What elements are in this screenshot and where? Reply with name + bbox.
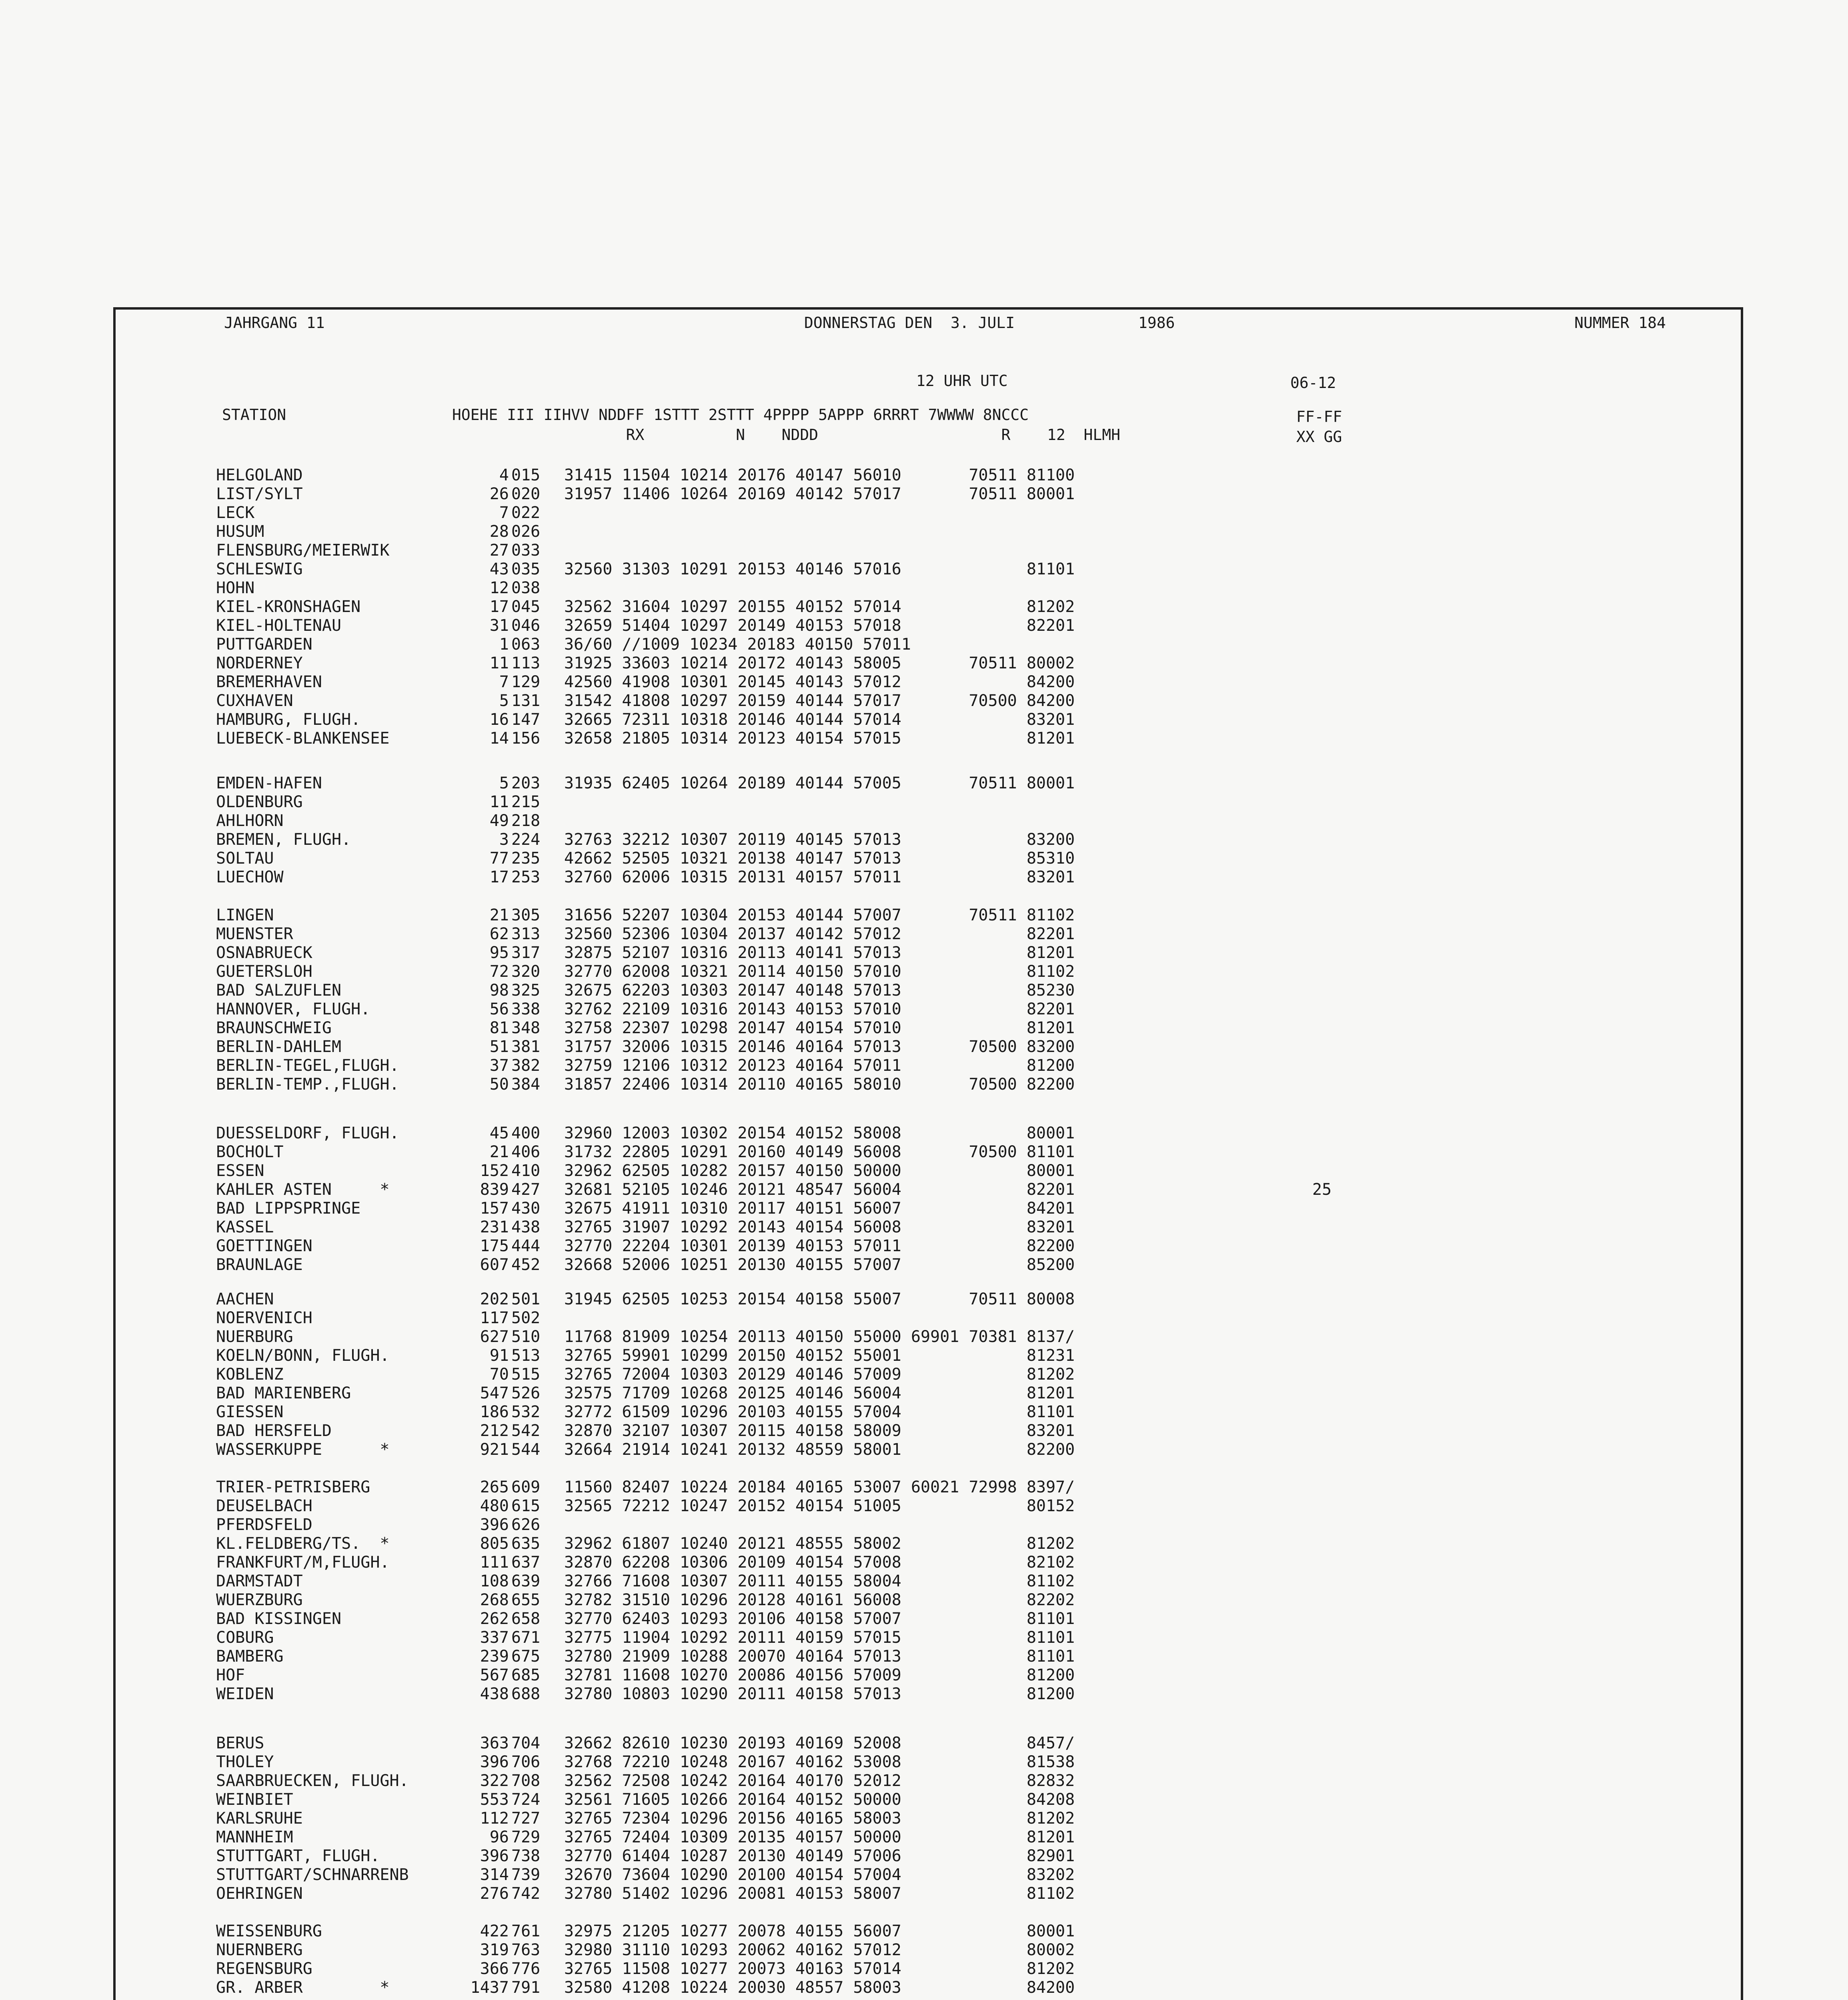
station-elevation: 95 — [489, 944, 509, 962]
station-name: SCHLESWIG — [216, 560, 303, 578]
station-elevation: 186 — [480, 1403, 509, 1421]
station-name: BERLIN-TEMP.,FLUGH. — [216, 1075, 399, 1094]
station-elevation: 438 — [480, 1685, 509, 1703]
station-number: 045 — [511, 598, 541, 616]
year-label: 1986 — [1138, 314, 1175, 332]
station-name: THOLEY — [216, 1753, 274, 1771]
station-number: 348 — [511, 1019, 541, 1037]
station-number: 427 — [511, 1180, 541, 1199]
station-name: BAD HERSFELD — [216, 1422, 332, 1440]
station-name: BAD SALZUFLEN — [216, 981, 342, 1000]
station-number: 635 — [511, 1534, 541, 1553]
observation-groups: 32975 21205 10277 20078 40155 56007 80001 — [564, 1922, 1075, 1940]
observation-groups: 32759 12106 10312 20123 40164 57011 81200 — [564, 1056, 1075, 1075]
station-name: DARMSTADT — [216, 1572, 303, 1590]
observation-groups: 31925 33603 10214 20172 40143 58005 70511 80002 — [564, 654, 1075, 672]
observation-groups: 32772 61509 10296 20103 40155 57004 81101 — [564, 1403, 1075, 1421]
station-name: KL.FELDBERG/TS. * — [216, 1534, 390, 1553]
station-number: 022 — [511, 504, 541, 522]
observation-groups: 32762 22109 10316 20143 40153 57010 82201 — [564, 1000, 1075, 1018]
station-name: NORDERNEY — [216, 654, 303, 672]
observation-groups: 32560 52306 10304 20137 40142 57012 82201 — [564, 925, 1075, 943]
observation-groups: 32781 11608 10270 20086 40156 57009 81200 — [564, 1666, 1075, 1684]
station-name: KOBLENZ — [216, 1365, 284, 1384]
station-number: 406 — [511, 1143, 541, 1161]
station-elevation: 3 — [499, 830, 509, 849]
station-name: MANNHEIM — [216, 1828, 293, 1846]
column-header-line1: HOEHE III IIHVV NDDFF 1STTT 2STTT 4PPPP 5APPP 6RRRT 7WWWW 8NCCC — [452, 406, 1029, 424]
station-name: OEHRINGEN — [216, 1884, 303, 1903]
station-name: BAMBERG — [216, 1647, 284, 1666]
station-elevation: 49 — [489, 812, 509, 830]
station-number: 706 — [511, 1753, 541, 1771]
observation-groups: 32765 11508 10277 20073 40163 57014 81202 — [564, 1960, 1075, 1978]
station-number: 384 — [511, 1075, 541, 1094]
station-number: 430 — [511, 1199, 541, 1218]
station-elevation: 319 — [480, 1941, 509, 1959]
observation-groups: 32580 41208 10224 20030 48557 58003 84200 — [564, 1978, 1075, 1997]
station-name: EMDEN-HAFEN — [216, 774, 322, 792]
station-number: 761 — [511, 1922, 541, 1940]
station-name: CUXHAVEN — [216, 692, 293, 710]
station-number: 400 — [511, 1124, 541, 1142]
station-name: HELGOLAND — [216, 466, 303, 484]
station-elevation: 547 — [480, 1384, 509, 1402]
station-elevation: 265 — [480, 1478, 509, 1496]
station-name: MUENSTER — [216, 925, 293, 943]
station-elevation: 627 — [480, 1328, 509, 1346]
station-name: BREMEN, FLUGH. — [216, 830, 351, 849]
station-number: 218 — [511, 812, 541, 830]
observation-groups: 32668 52006 10251 20130 40155 57007 85200 — [564, 1256, 1075, 1274]
station-elevation: 17 — [489, 598, 509, 616]
station-number: 637 — [511, 1553, 541, 1572]
station-name: TRIER-PETRISBERG — [216, 1478, 370, 1496]
station-number: 688 — [511, 1685, 541, 1703]
station-name: WASSERKUPPE * — [216, 1440, 390, 1459]
station-name: AACHEN — [216, 1290, 274, 1308]
station-name: GR. ARBER * — [216, 1978, 390, 1997]
station-name: OLDENBURG — [216, 793, 303, 811]
volume-label: JAHRGANG 11 — [224, 314, 325, 332]
station-elevation: 117 — [480, 1309, 509, 1327]
station-number: 147 — [511, 710, 541, 729]
station-elevation: 70 — [489, 1365, 509, 1384]
station-number: 020 — [511, 485, 541, 503]
station-name: LECK — [216, 504, 255, 522]
station-number: 639 — [511, 1572, 541, 1590]
station-name: DUESSELDORF, FLUGH. — [216, 1124, 399, 1142]
station-number: 526 — [511, 1384, 541, 1402]
observation-groups: 42662 52505 10321 20138 40147 57013 85310 — [564, 849, 1075, 868]
station-number: 685 — [511, 1666, 541, 1684]
observation-groups: 31656 52207 10304 20153 40144 57007 70511 81102 — [564, 906, 1075, 924]
observation-groups: 32561 71605 10266 20164 40152 50000 84208 — [564, 1790, 1075, 1809]
station-number: 382 — [511, 1056, 541, 1075]
station-number: 763 — [511, 1941, 541, 1959]
station-number: 444 — [511, 1237, 541, 1255]
station-name: HAMBURG, FLUGH. — [216, 710, 361, 729]
station-number: 708 — [511, 1772, 541, 1790]
station-name: BAD LIPPSPRINGE — [216, 1199, 361, 1218]
observation-groups: 32962 62505 10282 20157 40150 50000 80001 — [564, 1162, 1075, 1180]
observation-groups: 32768 72210 10248 20167 40162 53008 81538 — [564, 1753, 1075, 1771]
station-elevation: 480 — [480, 1497, 509, 1515]
station-elevation: 72 — [489, 962, 509, 981]
station-name: BERLIN-TEGEL,FLUGH. — [216, 1056, 399, 1075]
station-number: 776 — [511, 1960, 541, 1978]
observation-groups: 32664 21914 10241 20132 48559 58001 82200 — [564, 1440, 1075, 1459]
observation-groups: 31757 32006 10315 20146 40164 57013 70500 83200 — [564, 1038, 1075, 1056]
station-elevation: 45 — [489, 1124, 509, 1142]
station-number: 215 — [511, 793, 541, 811]
station-name: BERUS — [216, 1734, 264, 1752]
station-name: HUSUM — [216, 522, 264, 541]
station-elevation: 16 — [489, 710, 509, 729]
station-elevation: 212 — [480, 1422, 509, 1440]
gust-value: 25 — [1312, 1180, 1332, 1199]
station-name: WEINBIET — [216, 1790, 293, 1809]
observation-groups: 32960 12003 10302 20154 40152 58008 80001 — [564, 1124, 1075, 1142]
station-number: 113 — [511, 654, 541, 672]
station-elevation: 314 — [480, 1866, 509, 1884]
station-name: SOLTAU — [216, 849, 274, 868]
station-name: KOELN/BONN, FLUGH. — [216, 1346, 390, 1365]
observation-groups: 32560 31303 10291 20153 40146 57016 81101 — [564, 560, 1075, 578]
observation-groups: 32662 82610 10230 20193 40169 52008 8457/ — [564, 1734, 1075, 1752]
station-number: 655 — [511, 1591, 541, 1609]
station-name: DEUSELBACH — [216, 1497, 312, 1515]
observation-groups: 32658 21805 10314 20123 40154 57015 81201 — [564, 729, 1075, 748]
station-elevation: 21 — [489, 1143, 509, 1161]
station-number: 658 — [511, 1610, 541, 1628]
observation-groups: 42560 41908 10301 20145 40143 57012 84200 — [564, 673, 1075, 691]
observation-groups: 32780 21909 10288 20070 40164 57013 81101 — [564, 1647, 1075, 1666]
observation-groups: 31935 62405 10264 20189 40144 57005 70511 80001 — [564, 774, 1075, 792]
station-number: 438 — [511, 1218, 541, 1236]
station-elevation: 91 — [489, 1346, 509, 1365]
station-name: BRAUNSCHWEIG — [216, 1019, 332, 1037]
station-elevation: 1437 — [470, 1978, 509, 1997]
station-number: 452 — [511, 1256, 541, 1274]
station-number: 033 — [511, 541, 541, 560]
station-number: 791 — [511, 1978, 541, 1997]
station-elevation: 231 — [480, 1218, 509, 1236]
station-elevation: 17 — [489, 868, 509, 886]
station-elevation: 202 — [480, 1290, 509, 1308]
station-name: COBURG — [216, 1628, 274, 1647]
observation-groups: 32766 71608 10307 20111 40155 58004 81102 — [564, 1572, 1075, 1590]
station-name: OSNABRUECK — [216, 944, 312, 962]
observation-groups: 32770 22204 10301 20139 40153 57011 82200 — [564, 1237, 1075, 1255]
station-elevation: 839 — [480, 1180, 509, 1199]
observation-groups: 32770 61404 10287 20130 40149 57006 82901 — [564, 1847, 1075, 1865]
station-number: 381 — [511, 1038, 541, 1056]
observation-groups: 11768 81909 10254 20113 40150 55000 69901 70381 8137/ — [564, 1328, 1075, 1346]
station-elevation: 112 — [480, 1809, 509, 1828]
issue-number: NUMMER 184 — [1574, 314, 1666, 332]
station-elevation: 422 — [480, 1922, 509, 1940]
observation-groups: 32780 51402 10296 20081 40153 58007 81102 — [564, 1884, 1075, 1903]
station-elevation: 96 — [489, 1828, 509, 1846]
station-elevation: 805 — [480, 1534, 509, 1553]
station-elevation: 28 — [489, 522, 509, 541]
station-name: NUERBURG — [216, 1328, 293, 1346]
station-number: 513 — [511, 1346, 541, 1365]
observation-groups: 32562 31604 10297 20155 40152 57014 81202 — [564, 598, 1075, 616]
station-name: GOETTINGEN — [216, 1237, 312, 1255]
station-name: LINGEN — [216, 906, 274, 924]
station-number: 739 — [511, 1866, 541, 1884]
station-elevation: 27 — [489, 541, 509, 560]
station-elevation: 50 — [489, 1075, 509, 1094]
station-name: NOERVENICH — [216, 1309, 312, 1327]
station-name: BERLIN-DAHLEM — [216, 1038, 342, 1056]
observation-groups: 11560 82407 10224 20184 40165 53007 60021 72998 8397/ — [564, 1478, 1075, 1496]
station-elevation: 276 — [480, 1884, 509, 1903]
station-number: 203 — [511, 774, 541, 792]
station-elevation: 1 — [499, 635, 509, 654]
station-number: 544 — [511, 1440, 541, 1459]
station-name: FRANKFURT/M,FLUGH. — [216, 1553, 390, 1572]
station-name: SAARBRUECKEN, FLUGH. — [216, 1772, 409, 1790]
observation-groups: 32870 62208 10306 20109 40154 57008 82102 — [564, 1553, 1075, 1572]
station-name: KAHLER ASTEN * — [216, 1180, 390, 1199]
observation-groups: 32675 41911 10310 20117 40151 56007 84201 — [564, 1199, 1075, 1218]
station-number: 742 — [511, 1884, 541, 1903]
station-name: STUTTGART/SCHNARRENB — [216, 1866, 409, 1884]
station-number: 410 — [511, 1162, 541, 1180]
station-number: 131 — [511, 692, 541, 710]
station-column-header: STATION — [222, 406, 286, 424]
observation-groups: 32675 62203 10303 20147 40148 57013 85230 — [564, 981, 1075, 1000]
observation-groups: 31857 22406 10314 20110 40165 58010 70500 82200 — [564, 1075, 1075, 1094]
station-elevation: 337 — [480, 1628, 509, 1647]
station-number: 738 — [511, 1847, 541, 1865]
observation-groups: 32870 32107 10307 20115 40158 58009 83201 — [564, 1422, 1075, 1440]
station-number: 313 — [511, 925, 541, 943]
station-elevation: 363 — [480, 1734, 509, 1752]
observation-groups: 32770 62008 10321 20114 40150 57010 81102 — [564, 962, 1075, 981]
station-elevation: 12 — [489, 579, 509, 597]
station-number: 305 — [511, 906, 541, 924]
station-elevation: 14 — [489, 729, 509, 748]
station-elevation: 21 — [489, 906, 509, 924]
station-elevation: 56 — [489, 1000, 509, 1018]
observation-groups: 32670 73604 10290 20100 40154 57004 83202 — [564, 1866, 1075, 1884]
station-name: BAD MARIENBERG — [216, 1384, 351, 1402]
station-number: 320 — [511, 962, 541, 981]
observation-groups: 32575 71709 10268 20125 40146 56004 81201 — [564, 1384, 1075, 1402]
observation-groups: 31415 11504 10214 20176 40147 56010 70511 81100 — [564, 466, 1075, 484]
station-elevation: 396 — [480, 1847, 509, 1865]
observation-groups: 31542 41808 10297 20159 40144 57017 70500 84200 — [564, 692, 1075, 710]
station-elevation: 4 — [499, 466, 509, 484]
observation-groups: 32765 31907 10292 20143 40154 56008 83201 — [564, 1218, 1075, 1236]
station-name: LUECHOW — [216, 868, 284, 886]
station-number: 317 — [511, 944, 541, 962]
observation-groups: 32681 52105 10246 20121 48547 56004 82201 — [564, 1180, 1075, 1199]
observation-groups: 31732 22805 10291 20160 40149 56008 70500 81101 — [564, 1143, 1075, 1161]
station-elevation: 81 — [489, 1019, 509, 1037]
station-name: HOF — [216, 1666, 245, 1684]
station-number: 727 — [511, 1809, 541, 1828]
gust-column-header-line2: XX GG — [1296, 428, 1342, 446]
observation-groups: 32665 72311 10318 20146 40144 57014 83201 — [564, 710, 1075, 729]
station-elevation: 51 — [489, 1038, 509, 1056]
station-number: 609 — [511, 1478, 541, 1496]
observation-groups: 32763 32212 10307 20119 40145 57013 83200 — [564, 830, 1075, 849]
observation-groups: 32980 31110 10293 20062 40162 57012 80002 — [564, 1941, 1075, 1959]
station-number: 235 — [511, 849, 541, 868]
station-number: 510 — [511, 1328, 541, 1346]
station-name: STUTTGART, FLUGH. — [216, 1847, 380, 1865]
observation-groups: 32765 72404 10309 20135 40157 50000 81201 — [564, 1828, 1075, 1846]
station-name: LUEBECK-BLANKENSEE — [216, 729, 390, 748]
station-name: BREMERHAVEN — [216, 673, 322, 691]
station-elevation: 111 — [480, 1553, 509, 1572]
station-number: 063 — [511, 635, 541, 654]
station-name: LIST/SYLT — [216, 485, 303, 503]
station-number: 515 — [511, 1365, 541, 1384]
station-number: 156 — [511, 729, 541, 748]
observation-groups: 32875 52107 10316 20113 40141 57013 81201 — [564, 944, 1075, 962]
station-elevation: 921 — [480, 1440, 509, 1459]
station-elevation: 239 — [480, 1647, 509, 1666]
station-number: 038 — [511, 579, 541, 597]
observation-groups: 32760 62006 10315 20131 40157 57011 83201 — [564, 868, 1075, 886]
station-name: ESSEN — [216, 1162, 264, 1180]
station-number: 325 — [511, 981, 541, 1000]
station-elevation: 396 — [480, 1753, 509, 1771]
station-name: REGENSBURG — [216, 1960, 312, 1978]
station-elevation: 607 — [480, 1256, 509, 1274]
station-elevation: 26 — [489, 485, 509, 503]
station-name: AHLHORN — [216, 812, 284, 830]
station-name: GIESSEN — [216, 1403, 284, 1421]
station-name: FLENSBURG/MEIERWIK — [216, 541, 390, 560]
station-name: BRAUNLAGE — [216, 1256, 303, 1274]
observation-groups: 36/60 //1009 10234 20183 40150 57011 — [564, 635, 911, 654]
period-label: 06-12 — [1290, 374, 1336, 392]
station-elevation: 43 — [489, 560, 509, 578]
station-number: 501 — [511, 1290, 541, 1308]
observation-groups: 32770 62403 10293 20106 40158 57007 81101 — [564, 1610, 1075, 1628]
observation-groups: 32659 51404 10297 20149 40153 57018 82201 — [564, 616, 1075, 635]
station-name: KIEL-KRONSHAGEN — [216, 598, 361, 616]
station-name: WUERZBURG — [216, 1591, 303, 1609]
station-number: 532 — [511, 1403, 541, 1421]
observation-groups: 32962 61807 10240 20121 48555 58002 81202 — [564, 1534, 1075, 1553]
station-elevation: 77 — [489, 849, 509, 868]
station-elevation: 62 — [489, 925, 509, 943]
station-number: 026 — [511, 522, 541, 541]
station-elevation: 5 — [499, 692, 509, 710]
station-number: 671 — [511, 1628, 541, 1647]
station-name: HANNOVER, FLUGH. — [216, 1000, 370, 1018]
station-number: 129 — [511, 673, 541, 691]
observation-groups: 32758 22307 10298 20147 40154 57010 81201 — [564, 1019, 1075, 1037]
station-number: 704 — [511, 1734, 541, 1752]
station-elevation: 175 — [480, 1237, 509, 1255]
station-elevation: 262 — [480, 1610, 509, 1628]
station-elevation: 322 — [480, 1772, 509, 1790]
observation-groups: 32765 59901 10299 20150 40152 55001 81231 — [564, 1346, 1075, 1365]
observation-groups: 32565 72212 10247 20152 40154 51005 80152 — [564, 1497, 1075, 1515]
observation-groups: 31957 11406 10264 20169 40142 57017 70511 80001 — [564, 485, 1075, 503]
station-elevation: 553 — [480, 1790, 509, 1809]
station-number: 046 — [511, 616, 541, 635]
observation-groups: 32562 72508 10242 20164 40170 52012 82832 — [564, 1772, 1075, 1790]
station-name: KIEL-HOLTENAU — [216, 616, 342, 635]
station-name: PUTTGARDEN — [216, 635, 312, 654]
station-elevation: 98 — [489, 981, 509, 1000]
station-name: KARLSRUHE — [216, 1809, 303, 1828]
station-elevation: 5 — [499, 774, 509, 792]
station-number: 035 — [511, 560, 541, 578]
station-name: WEIDEN — [216, 1685, 274, 1703]
station-number: 502 — [511, 1309, 541, 1327]
station-name: NUERNBERG — [216, 1941, 303, 1959]
station-number: 253 — [511, 868, 541, 886]
station-number: 224 — [511, 830, 541, 849]
station-name: KASSEL — [216, 1218, 274, 1236]
station-elevation: 108 — [480, 1572, 509, 1590]
observation-groups: 31945 62505 10253 20154 40158 55007 70511 80008 — [564, 1290, 1075, 1308]
station-elevation: 37 — [489, 1056, 509, 1075]
station-elevation: 11 — [489, 793, 509, 811]
station-name: PFERDSFELD — [216, 1516, 312, 1534]
station-elevation: 567 — [480, 1666, 509, 1684]
observation-groups: 32765 72004 10303 20129 40146 57009 81202 — [564, 1365, 1075, 1384]
station-name: BOCHOLT — [216, 1143, 284, 1161]
station-elevation: 7 — [499, 673, 509, 691]
station-elevation: 396 — [480, 1516, 509, 1534]
station-elevation: 7 — [499, 504, 509, 522]
station-elevation: 31 — [489, 616, 509, 635]
station-number: 542 — [511, 1422, 541, 1440]
station-elevation: 366 — [480, 1960, 509, 1978]
station-number: 338 — [511, 1000, 541, 1018]
station-number: 015 — [511, 466, 541, 484]
station-name: GUETERSLOH — [216, 962, 312, 981]
station-number: 675 — [511, 1647, 541, 1666]
column-header-line2: RX N NDDD R 12 HLMH — [452, 426, 1121, 444]
station-name: HOHN — [216, 579, 255, 597]
gust-column-header-line1: FF-FF — [1296, 408, 1342, 426]
date-label: DONNERSTAG DEN 3. JULI — [804, 314, 1015, 332]
station-elevation: 152 — [480, 1162, 509, 1180]
station-elevation: 157 — [480, 1199, 509, 1218]
station-name: WEISSENBURG — [216, 1922, 322, 1940]
station-number: 626 — [511, 1516, 541, 1534]
observation-groups: 32780 10803 10290 20111 40158 57013 81200 — [564, 1685, 1075, 1703]
station-number: 615 — [511, 1497, 541, 1515]
observation-groups: 32765 72304 10296 20156 40165 58003 81202 — [564, 1809, 1075, 1828]
station-elevation: 268 — [480, 1591, 509, 1609]
time-label: 12 UHR UTC — [916, 372, 1008, 390]
observation-groups: 32775 11904 10292 20111 40159 57015 81101 — [564, 1628, 1075, 1647]
station-elevation: 11 — [489, 654, 509, 672]
station-number: 724 — [511, 1790, 541, 1809]
station-name: BAD KISSINGEN — [216, 1610, 342, 1628]
observation-groups: 32782 31510 10296 20128 40161 56008 82202 — [564, 1591, 1075, 1609]
station-number: 729 — [511, 1828, 541, 1846]
